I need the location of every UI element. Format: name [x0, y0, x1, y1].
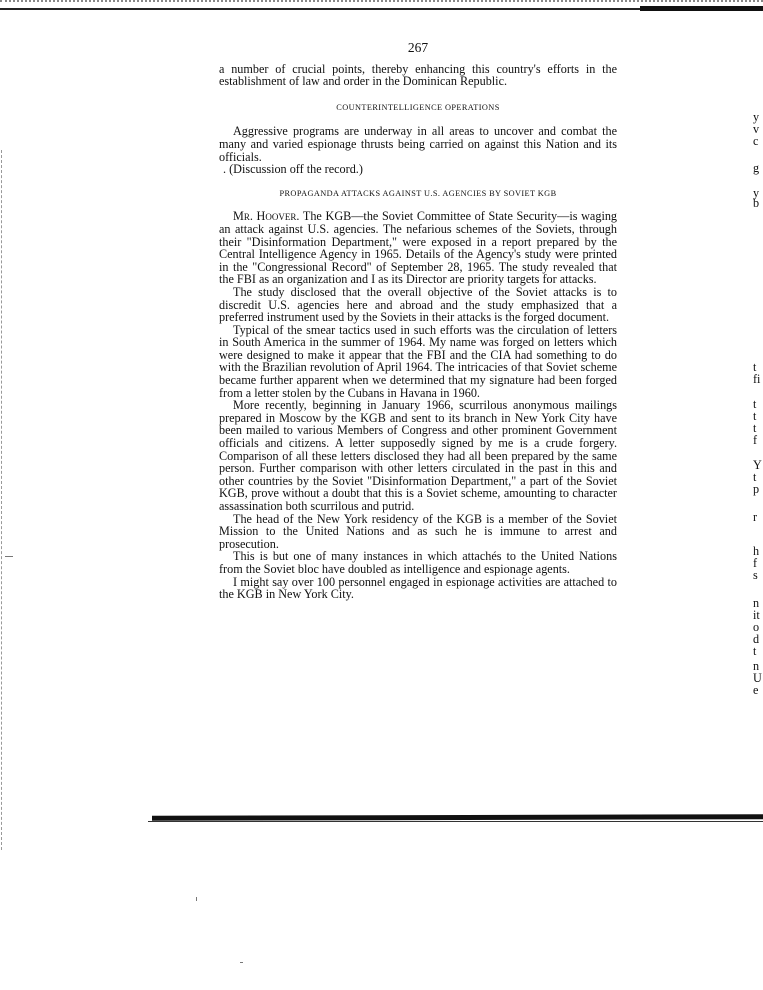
fragment: g — [753, 161, 760, 175]
fragment: d — [753, 632, 760, 646]
paragraph-6: This is but one of many instances in which attachés to the United Nations from the Soviet bloc have doubled as intelligence and espionage agents. — [219, 549, 617, 576]
fragment: it — [753, 608, 760, 622]
paragraph-7: I might say over 100 personnel engaged in espionage activities are attached to the KGB in New York City. — [219, 574, 617, 602]
scan-speck — [196, 897, 197, 901]
facing-page-fragments — [753, 0, 763, 990]
speaker-name: Mr. Hoover. — [233, 209, 300, 224]
fragment: b — [753, 196, 760, 210]
left-margin-edge — [1, 150, 3, 850]
page-number: 267 — [407, 40, 429, 55]
paragraph-3: Typical of the smear tactics used in such efforts was the circulation of letters in South America in the summer of 1964. My name was forged on letters which were designed to make it appear that the FBI and the CIA had something to do with the Brazilian revolution of April 1964. The intricacies of that Soviet scheme became further apparent when we determined that my signature had been forged from a letter stolen by the Cubans in Havana in 1960. — [219, 322, 617, 400]
scan-speck — [240, 962, 243, 963]
fragment: Y — [753, 458, 762, 472]
fragment: v — [753, 122, 760, 136]
fragment: t — [753, 409, 757, 423]
bottom-rule-thick — [152, 814, 763, 821]
fragment: t — [753, 644, 757, 658]
fragment: n — [753, 596, 760, 610]
bottom-rule-thin — [148, 821, 763, 822]
fragment: s — [753, 568, 758, 582]
discussion-off-record: . (Discussion off the record.) — [223, 162, 363, 177]
paragraph-2: The study disclosed that the overall objective of the Soviet attacks is to discredit U.S. agencies here and abroad and the study emphasized that a preferred instrument used by the Soviets in their attacks is the forged document. — [219, 284, 617, 325]
fragment: r — [753, 510, 758, 524]
paragraph-4: More recently, beginning in January 1966, scurrilous anonymous mailings prepared in Moscow by the KGB and sent to its branch in New York City have been mailed to various Members of Congress and other prominent Government officials and citizens. A letter supposedly signed by me is a crude forgery. Comparison of all these letters disclosed they had all been prepared by the same person. Further comparison with other letters circulated in the past in this and other countries by the Soviet "Disinformation Department," a part of the Soviet KGB, prove without a doubt that this is a Soviet scheme, amounting to character assassination both scurrilous and putrid. — [219, 398, 617, 513]
fragment: t — [753, 360, 757, 374]
fragment: c — [753, 134, 759, 148]
fragment: f — [753, 556, 758, 570]
paragraph-1-text: The KGB—the Soviet Committee of State Security—is waging an attack against U.S. agencies. The nefarious schemes of the Soviets, through their "Disinformation Department," were exposed in a report prepared by the Central Intelligence Agency in 1965. Details of the Agency's study were printed in the "Congressional Record" of September 28, 1965. The study revealed that the FBI as an organization and I as its Director are priority targets for attacks. — [219, 209, 618, 287]
fragment: t — [753, 397, 757, 411]
fragment: n — [753, 659, 760, 673]
document-page — [219, 42, 617, 601]
fragment: fi — [753, 372, 761, 386]
fragment: f — [753, 433, 758, 447]
opening-paragraph: a number of crucial points, thereby enhancing this country's efforts in the establishment of law and order in the Dominican Republic. — [219, 61, 617, 89]
fragment: y — [753, 186, 760, 200]
top-rule-thick — [640, 6, 763, 11]
fragment: o — [753, 620, 760, 634]
fragment: e — [753, 683, 759, 697]
fragment: y — [753, 110, 760, 124]
discussion-text: (Discussion off the record.) — [229, 162, 363, 177]
fragment: h — [753, 544, 760, 558]
counterintelligence-paragraph: Aggressive programs are underway in all areas to uncover and combat the many and varied espionage thrusts being carried on against this Nation and its officials. — [219, 124, 617, 164]
fragment: t — [753, 421, 757, 435]
paragraph-1 — [219, 210, 617, 286]
scan-speck — [5, 556, 13, 557]
fragment: U — [753, 671, 762, 685]
fragment: t — [753, 470, 757, 484]
section-heading-propaganda: PROPAGANDA ATTACKS AGAINST U.S. AGENCIES BY SOVIET KGB — [279, 188, 557, 198]
section-heading-counterintelligence: COUNTERINTELLIGENCE OPERATIONS — [336, 102, 500, 112]
paragraph-5: The head of the New York residency of the KGB is a member of the Soviet Mission to the United Nations and as such he is immune to arrest and prosecution. — [219, 511, 617, 551]
fragment: p — [753, 482, 760, 496]
